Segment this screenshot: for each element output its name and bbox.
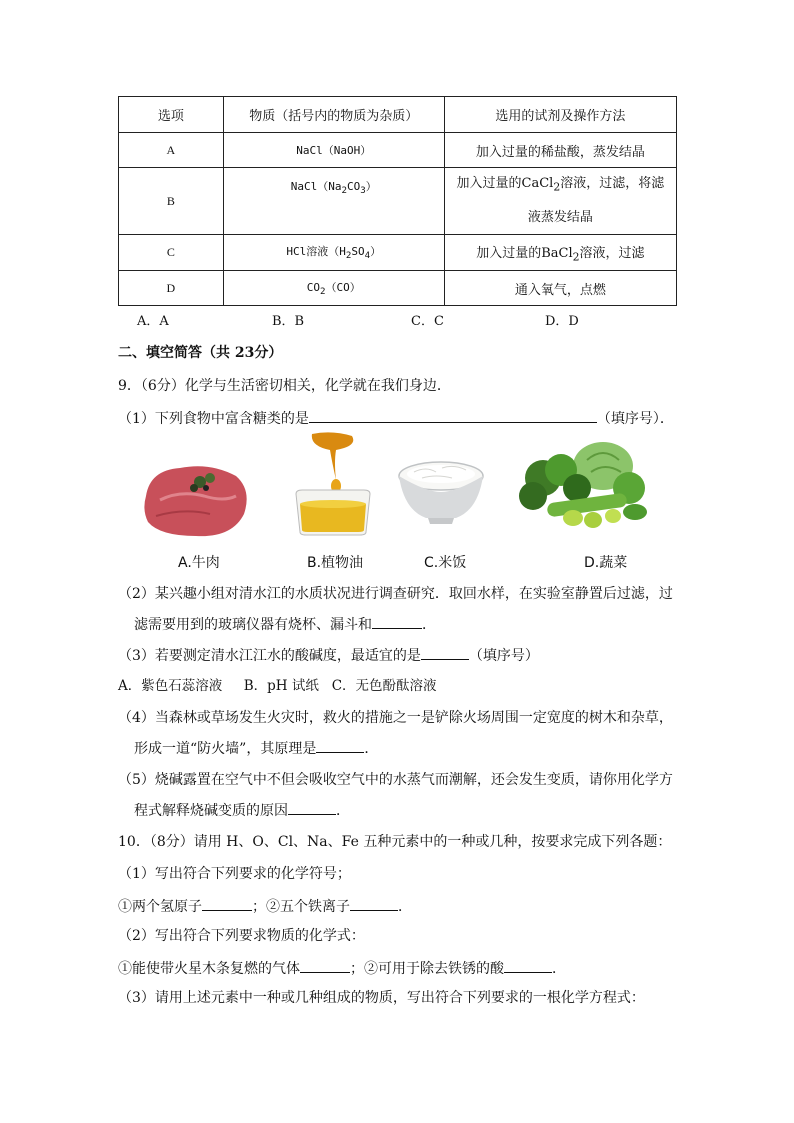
q10-part1: （1）写出符合下列要求的化学符号； <box>118 866 351 882</box>
q9-part2-line2 <box>134 614 436 635</box>
answer-blank[interactable] <box>350 896 398 911</box>
q10-item-text: ①能使带火星木条复燃的气体 <box>118 961 300 977</box>
q10-item-text: ；②五个铁离子 <box>252 899 350 915</box>
row-option: D <box>119 271 224 306</box>
q10-part1-items <box>118 896 412 917</box>
q9-part2-line1: （2）某兴趣小组对清水江的水质状况进行调查研究．取回水样，在实验室静置后过滤，过 <box>118 586 673 602</box>
q9-part1 <box>118 408 674 429</box>
q9-stem: 9．（6分）化学与生活密切相关，化学就在我们身边． <box>118 378 451 394</box>
row-substance <box>223 235 444 271</box>
q10-part3: （3）请用上述元素中一种或几种组成的物质，写出符合下列要求的一根化学方程式： <box>118 990 645 1006</box>
q9-part5-text: 程式解释烧碱变质的原因 <box>134 803 288 819</box>
row-method: 通入氧气，点燃 <box>444 271 676 306</box>
method-text: 溶液，过滤 <box>579 245 645 261</box>
choice-c[interactable]: C．C <box>411 314 444 329</box>
q9-part3-options: A．紫色石蕊溶液 B．pH 试纸 C．无色酚酞溶液 <box>118 678 437 694</box>
header-method: 选用的试剂及操作方法 <box>444 97 676 133</box>
subscript: 2 <box>345 250 352 262</box>
food-label-c: C.米饭 <box>424 555 467 571</box>
table-header-row <box>119 97 677 133</box>
table-row <box>119 271 677 306</box>
rice-bowl-image <box>396 458 486 526</box>
substance-text: ） <box>370 245 382 259</box>
row-substance: NaCl（NaOH） <box>223 133 444 168</box>
vegetable-oil-image <box>292 432 374 536</box>
answer-blank[interactable] <box>504 958 552 973</box>
q9-part3 <box>118 645 539 666</box>
food-label-a: A.牛肉 <box>178 555 220 571</box>
food-label-b: B.植物油 <box>307 555 364 571</box>
method-text: 加入过量的CaCl <box>456 176 554 192</box>
row-method: 加入过量的稀盐酸，蒸发结晶 <box>444 133 676 168</box>
q9-part1-text: （1）下列食物中富含糖类的是 <box>118 411 309 427</box>
vegetables-image <box>517 440 651 532</box>
substance-text: SO <box>351 245 365 259</box>
q9-part4-line1: （4）当森林或草场发生火灾时，救火的措施之一是铲除火场周围一定宽度的树木和杂草， <box>118 710 673 726</box>
answer-blank[interactable] <box>316 738 364 753</box>
q9-part2-text: 滤需要用到的玻璃仪器有烧杯、漏斗和 <box>134 617 372 633</box>
choice-d[interactable]: D．D <box>545 314 579 329</box>
substance-text: ） <box>365 180 377 193</box>
header-option: 选项 <box>119 97 224 133</box>
subscript: 2 <box>572 250 580 264</box>
answer-blank[interactable] <box>372 614 422 629</box>
choice-b[interactable]: B．B <box>272 314 305 329</box>
punct: ． <box>422 617 436 633</box>
choice-a[interactable]: A．A <box>137 314 169 329</box>
subscript: 4 <box>364 250 371 262</box>
row-option: C <box>119 235 224 271</box>
header-substance: 物质（括号内的物质为杂质） <box>223 97 444 133</box>
row-option: B <box>119 168 224 235</box>
row-method <box>444 235 676 271</box>
substance-text: CO <box>346 180 361 193</box>
row-method <box>444 168 676 235</box>
q10-item-text: ；②可用于除去铁锈的酸 <box>350 961 504 977</box>
table-row <box>119 235 677 271</box>
method-text: 液蒸发结晶 <box>527 209 593 225</box>
method-text: 加入过量的BaCl <box>476 245 573 261</box>
substance-text: CO <box>306 280 320 294</box>
food-label-d: D.蔬菜 <box>584 555 628 571</box>
q9-part1-suffix: （填序号）． <box>596 411 674 427</box>
q9-part4-line2 <box>134 738 378 759</box>
q9-part5-line2 <box>134 800 350 821</box>
subscript: 2 <box>341 185 347 197</box>
reagent-table <box>118 96 677 306</box>
subscript: 3 <box>360 185 366 197</box>
punct: ． <box>364 741 379 757</box>
punct: ． <box>336 803 350 819</box>
answer-blank[interactable] <box>309 408 597 423</box>
substance-text: （CO） <box>325 280 361 294</box>
punct: ． <box>552 961 566 977</box>
answer-blank[interactable] <box>202 896 252 911</box>
answer-blank[interactable] <box>421 645 469 660</box>
method-text: 溶液，过滤，将滤 <box>560 176 665 192</box>
punct: ． <box>398 899 412 915</box>
table-row <box>119 133 677 168</box>
subscript: 2 <box>319 286 326 298</box>
q9-part5-line1: （5）烧碱露置在空气中不但会吸收空气中的水蒸气而潮解，还会发生变质，请你用化学方 <box>118 772 673 788</box>
beef-image <box>140 456 252 542</box>
q10-part2-items <box>118 958 566 979</box>
row-substance <box>223 271 444 306</box>
q9-part3-text: （3）若要测定清水江江水的酸碱度，最适宜的是 <box>118 648 421 664</box>
section-title: 二、填空简答（共 23分） <box>118 345 283 361</box>
substance-text: NaCl（Na <box>290 180 342 193</box>
table-row <box>119 168 677 235</box>
substance-text: HCl溶液（H <box>286 245 346 259</box>
q10-part2: （2）写出符合下列要求物质的化学式： <box>118 928 365 944</box>
subscript: 2 <box>553 180 561 194</box>
answer-blank[interactable] <box>288 800 336 815</box>
answer-blank[interactable] <box>300 958 350 973</box>
q10-item-text: ①两个氢原子 <box>118 899 202 915</box>
q9-part4-text: 形成一道“防火墙”，其原理是 <box>134 741 317 757</box>
q9-part3-suffix: （填序号） <box>468 648 539 664</box>
row-option: A <box>119 133 224 168</box>
row-substance <box>223 168 444 235</box>
q10-stem: 10．（8分）请用 H、O、Cl、Na、Fe 五种元素中的一种或几种，按要求完成下列各题： <box>118 834 672 850</box>
